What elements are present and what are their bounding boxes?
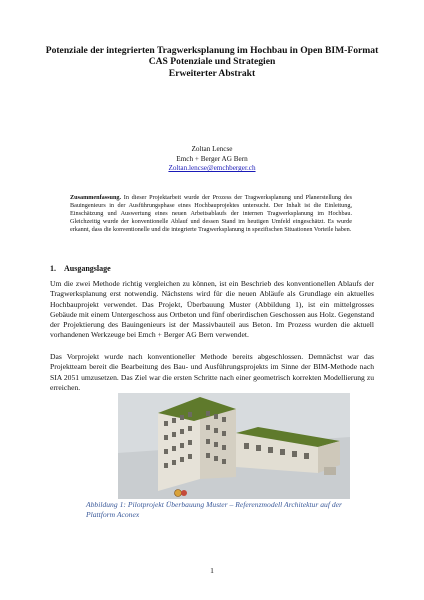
author-email-link[interactable]: Zoltan.lencse@emchberger.ch [168,164,256,173]
title-line-2: CAS Potenziale und Strategien [148,56,276,68]
abstract [70,194,352,234]
figure-caption: Abbildung 1: Pilotprojekt Überbauung Muster – Referenzmodell Architektur auf der Plattform Aconex [86,500,342,519]
author-name: Zoltan Lencse [191,145,233,153]
body-paragraph-2: Das Vorprojekt wurde nach konventioneller Methode bereits abgeschlossen. Demnächst war das Projektteam bereit die Bearbeitung des Bau- und Ausführungsprojekts im Sinne der BIM-Methode nach SIA 2051 umzusetzen. Das Ziel war die ersten Schritte nach einer geometrisch korrekten Modellierung zu erreichen. [50,352,374,392]
page-number: 1 [210,566,214,575]
section-title: Ausgangslage [64,264,111,273]
author-block [112,145,312,174]
title-line-1: Potenziale der integrierten Tragwerksplanung im Hochbau in Open BIM-Format [45,45,379,56]
section-number: 1. [50,264,56,273]
section-heading [50,264,111,273]
abstract-text: In dieser Projektarbeit wurde der Prozess der Tragwerksplanung und Planerstellung des Bauingenieurs in der Ausführungsphase eines Hochbauprojektes untersucht. Der Inhalt ist die Einleitung, Einschätzung und Auswertung eines neuen Arbeitsablaufs der internen Tragwerksplanung im Hochbau. Gleichzeitig wurde der konventionelle Ablauf und dessen Stand im heutigen Umfeld eingeschätzt. Es wurde erkannt, dass die konventionelle und die integrierte Tragwerksplanung in spezifischen Situationen Vorteile haben. [70,194,352,234]
abstract-label: Zusammenfassung. [70,194,122,201]
author-affiliation: Emch + Berger AG Bern [176,154,248,163]
body-paragraph-1: Um die zwei Methode richtig vergleichen zu können, ist ein Beschrieb des konventionellen Ablaufs der Tragwerksplanung erst notwendig. Nächstens wird für die neuen Abläufe als Grundlage ein aktuelles Hochbauprojekt verwendet. Das Projekt, Überbauung Muster (Abbildung 1), ist ein mittelgrosses Gebäude mit einem Untergeschoss aus Ortbeton und fünf oberirdischen Geschossen aus Holz. Gegenstand der Projektierung des Bauingenieurs ist der Massivbauteil aus Beton. Im Prozess wurden die aktuell vorhandenen Werkzeuge bei Emch + Berger AG Bern verwendet. [50,279,374,340]
title-line-3: Erweiterter Abstrakt [168,67,256,79]
building-model-image [118,393,350,499]
paper-title [40,45,384,79]
